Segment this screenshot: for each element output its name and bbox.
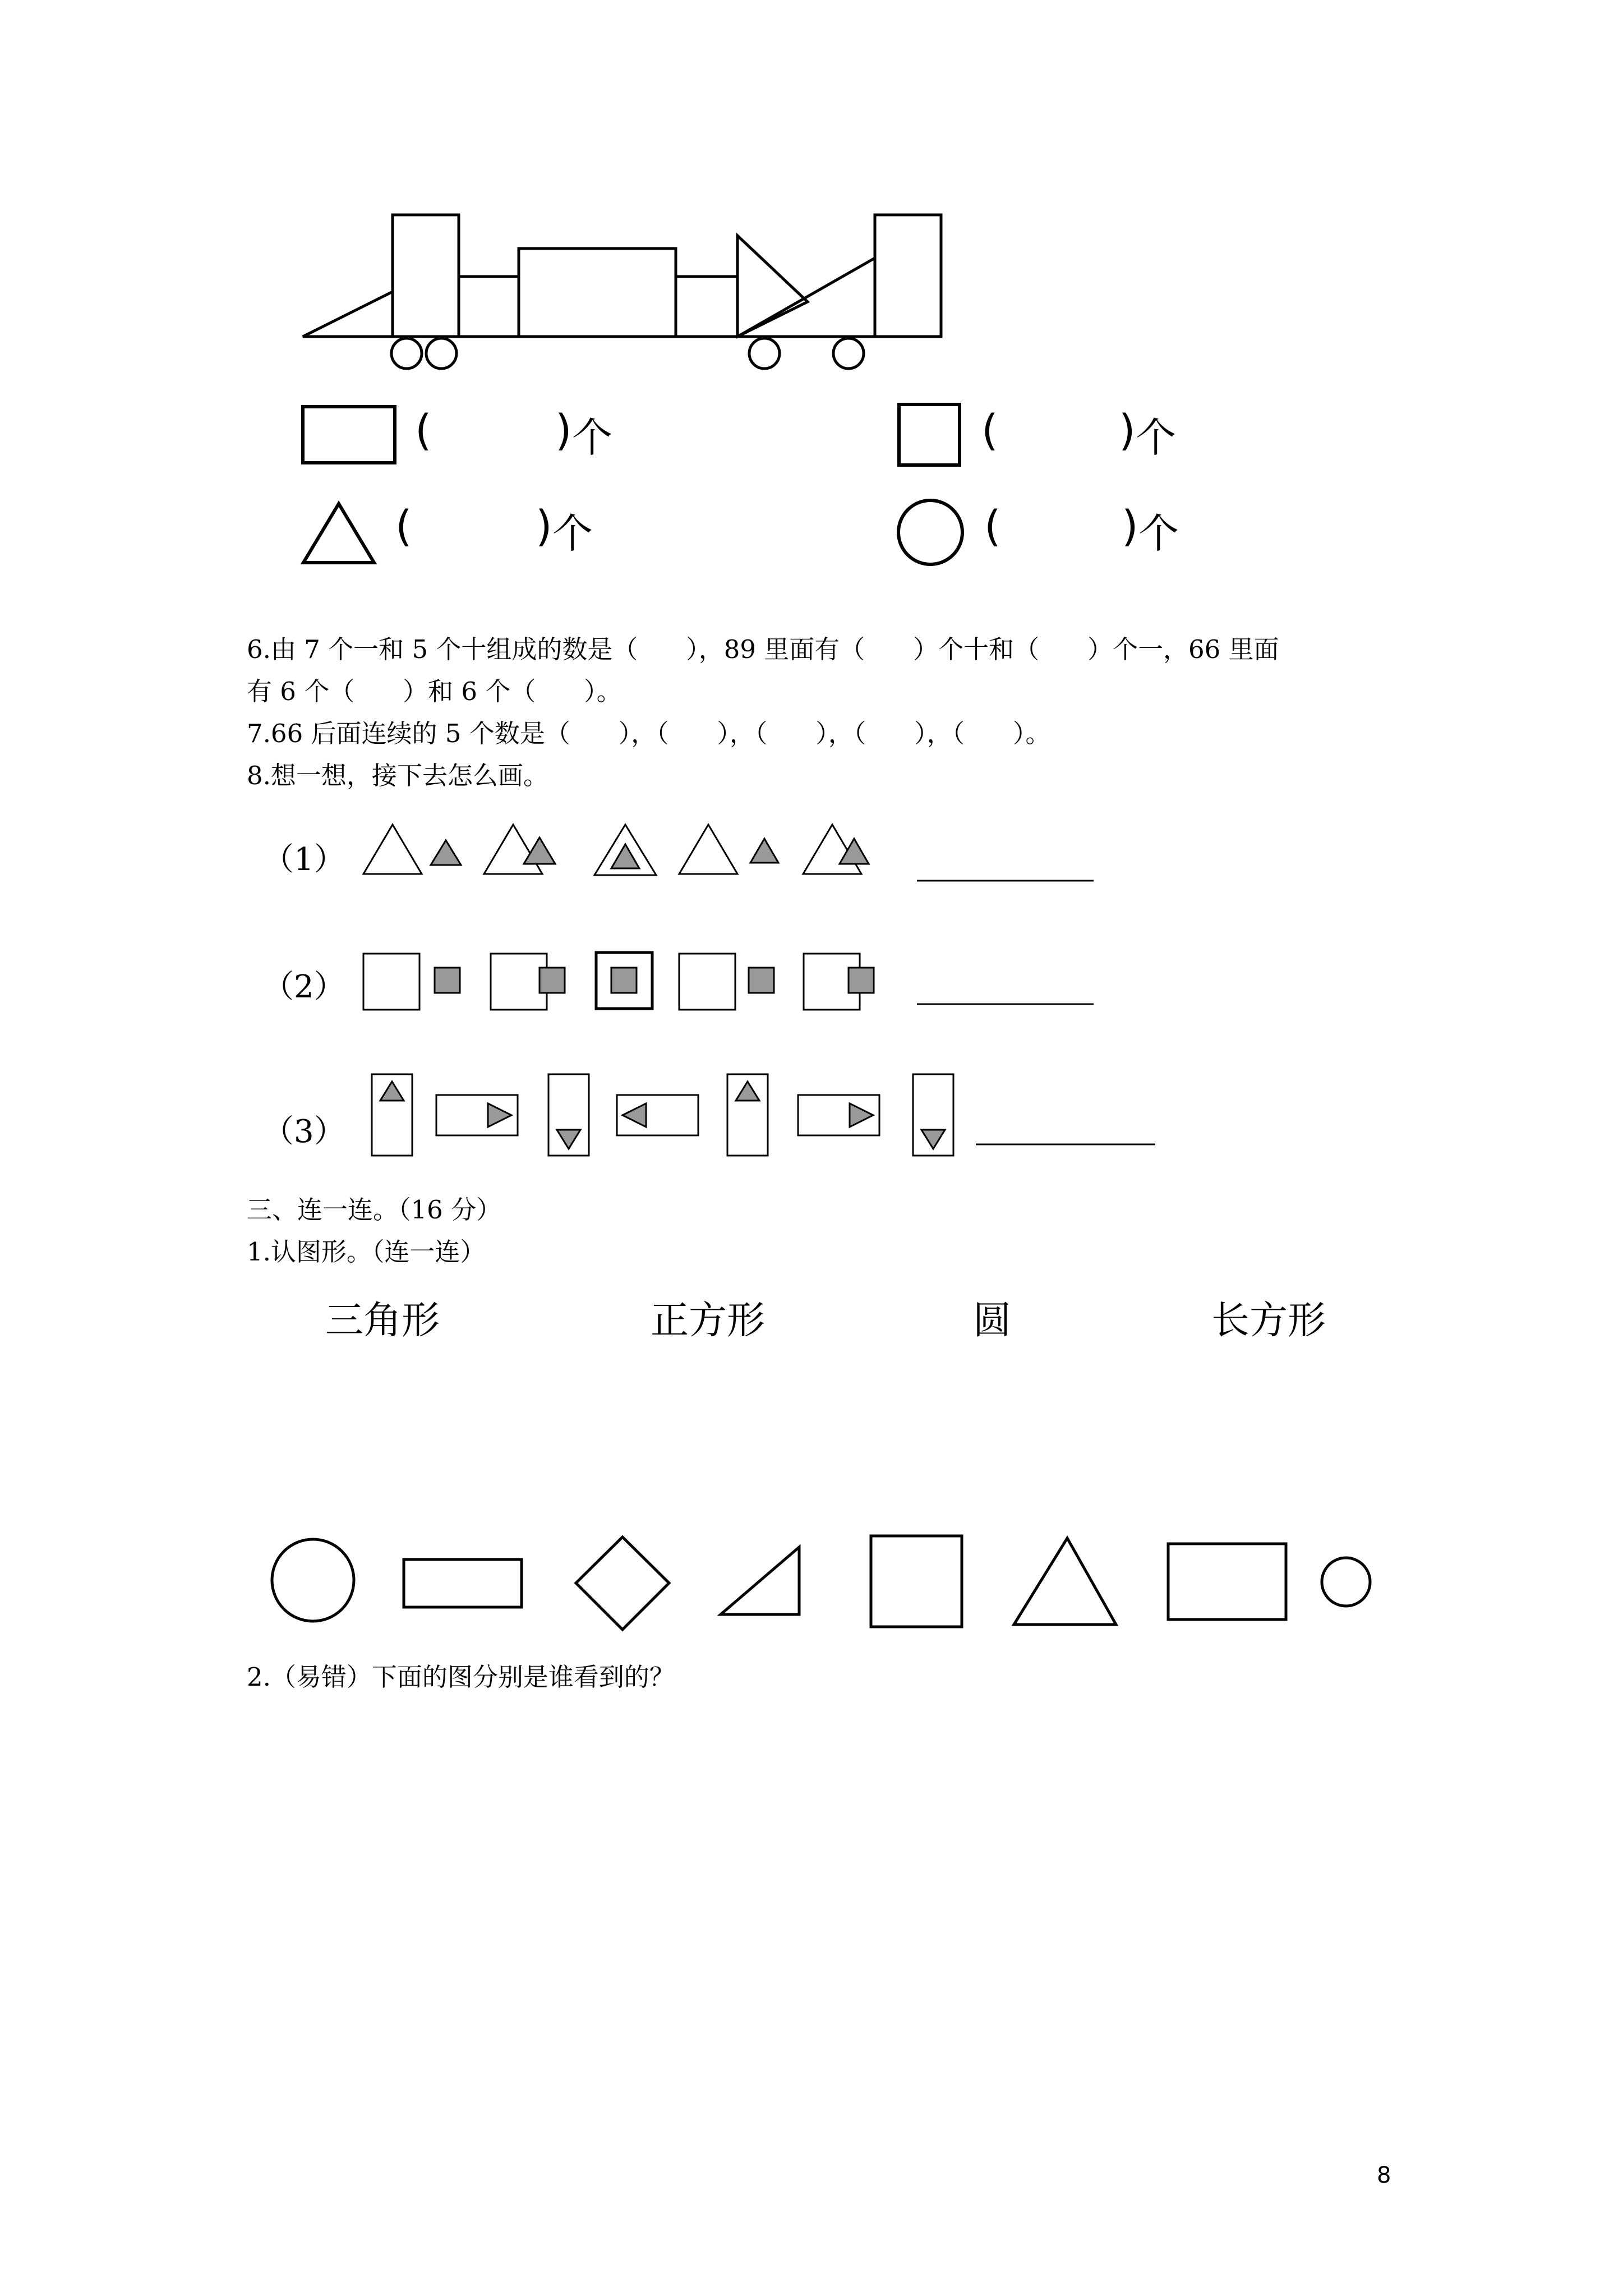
q6-line-1: 6.由 7 个一和 5 个十组成的数是（ ），89 里面有（ ）个十和（ ）个一，66 里面 bbox=[247, 634, 1279, 664]
legend-unit-3: 个 bbox=[552, 510, 593, 557]
section-3-title: 三、连一连。（16 分） bbox=[247, 1195, 502, 1225]
right-triangle-icon bbox=[721, 1547, 799, 1614]
legend-paren-open-4: ( bbox=[984, 501, 1001, 551]
q8-text: 8.想一想，接下去怎么画。 bbox=[247, 761, 548, 790]
train-figure bbox=[0, 0, 1623, 617]
diamond-icon bbox=[576, 1537, 669, 1630]
section-3-q1: 1.认图形。（连一连） bbox=[247, 1237, 486, 1267]
legend-paren-close-4: ) bbox=[1122, 501, 1138, 551]
rectangle-icon bbox=[404, 1559, 522, 1607]
q6-line-2: 有 6 个（ ）和 6 个（ ）。 bbox=[247, 677, 622, 706]
circle-icon bbox=[272, 1539, 354, 1621]
legend-paren-open-3: ( bbox=[395, 501, 412, 551]
legend-unit-1: 个 bbox=[572, 414, 613, 461]
pattern-row-3-label: （3） bbox=[262, 1114, 345, 1150]
rectangle-icon bbox=[1168, 1544, 1286, 1619]
square-icon bbox=[897, 403, 962, 467]
legend-paren-close-1: ) bbox=[555, 405, 572, 455]
pattern-row-2-label: （2） bbox=[262, 969, 345, 1005]
shape-name-triangle: 三角形 bbox=[325, 1299, 440, 1343]
shapes-to-match bbox=[0, 1515, 1623, 1649]
triangle-icon bbox=[1014, 1538, 1116, 1625]
q7-text: 7.66 后面连续的 5 个数是（ ），（ ），（ ），（ ），（ ）。 bbox=[247, 719, 1051, 748]
square-icon bbox=[871, 1536, 962, 1627]
legend-unit-2: 个 bbox=[1136, 414, 1177, 461]
legend-unit-4: 个 bbox=[1138, 510, 1179, 557]
legend-paren-open-1: ( bbox=[415, 405, 432, 455]
shape-name-circle: 圆 bbox=[973, 1299, 1012, 1343]
section-3-q2: 2.（易错）下面的图分别是谁看到的？ bbox=[247, 1662, 675, 1692]
circle-icon bbox=[896, 498, 966, 568]
triangle-icon bbox=[301, 501, 377, 565]
legend-paren-open-2: ( bbox=[981, 405, 998, 455]
shape-name-rectangle: 长方形 bbox=[1211, 1299, 1326, 1343]
rectangle-icon bbox=[301, 405, 396, 466]
pattern-row-1 bbox=[0, 808, 1623, 898]
small-circle-icon bbox=[1322, 1558, 1370, 1606]
pattern-row-1-label: （1） bbox=[262, 841, 345, 878]
pattern-row-3 bbox=[0, 1066, 1623, 1167]
shape-name-square: 正方形 bbox=[651, 1299, 766, 1343]
pattern-row-2 bbox=[0, 942, 1623, 1021]
legend-paren-close-2: ) bbox=[1119, 405, 1136, 455]
page-number: 8 bbox=[1377, 2162, 1391, 2188]
legend-paren-close-3: ) bbox=[536, 501, 552, 551]
